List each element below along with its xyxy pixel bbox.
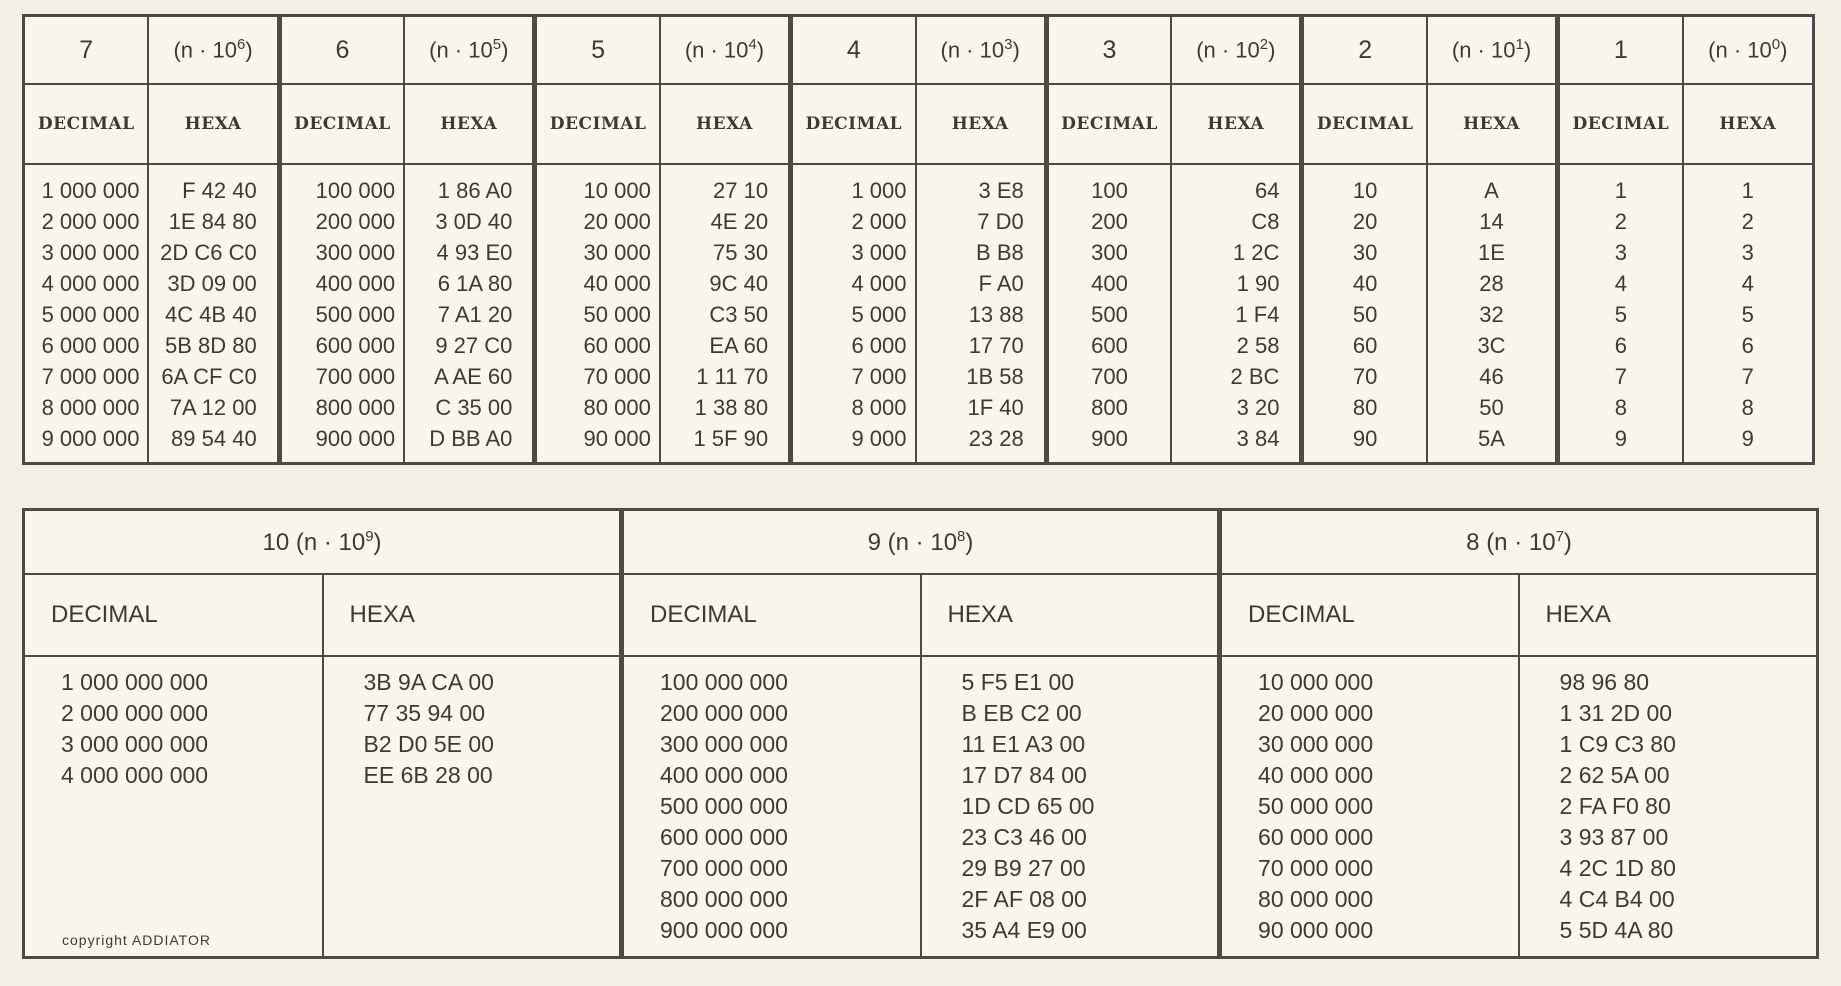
hexa-value: 5 5D 4A 80 <box>1519 915 1818 946</box>
decimal-value <box>24 822 323 853</box>
hexa-value: B EB C2 00 <box>921 698 1220 729</box>
power-exponent: 4 <box>748 36 757 54</box>
hexa-value: 32 <box>1427 299 1558 330</box>
decimal-value: 200 000 <box>279 206 404 237</box>
hexa-value: 6 <box>1683 330 1814 361</box>
decimal-value: 200 000 000 <box>622 698 921 729</box>
decimal-value: 60 000 <box>535 330 660 361</box>
hexa-value: 6A CF C0 <box>148 361 279 392</box>
decimal-value: 70 000 000 <box>1220 853 1519 884</box>
hexa-value: F A0 <box>916 268 1047 299</box>
hexa-value: 5 F5 E1 00 <box>921 656 1220 698</box>
decimal-value: 4 000 <box>791 268 916 299</box>
decimal-value: 5 <box>1558 299 1683 330</box>
decimal-value: 900 000 000 <box>622 915 921 946</box>
decimal-value: 3 000 000 000 <box>61 731 209 757</box>
decimal-value: 4 000 000 000 <box>61 762 209 788</box>
group-title: 10 $(n \cdot 10^9)$ <box>24 510 622 575</box>
hexa-value: 9 27 C0 <box>404 330 535 361</box>
decimal-column-label: DECIMAL <box>279 84 404 164</box>
position-digit: 1 <box>1558 16 1683 85</box>
table-row <box>24 330 1814 361</box>
decimal-value: 9 000 <box>791 423 916 464</box>
hexa-value: 2D C6 C0 <box>148 237 279 268</box>
hexa-value: 3D 09 00 <box>148 268 279 299</box>
table-row <box>24 299 1814 330</box>
decimal-value: 400 <box>1046 268 1171 299</box>
hexa-value: 2F AF 08 00 <box>921 884 1220 915</box>
hexa-value: 1F 40 <box>916 392 1047 423</box>
hexa-value: 1 38 80 <box>660 392 791 423</box>
decimal-value: 600 000 000 <box>622 822 921 853</box>
hexa-value: 2 <box>1683 206 1814 237</box>
hexa-value: 50 <box>1427 392 1558 423</box>
table-row <box>24 853 1818 884</box>
decimal-value: 300 000 000 <box>622 729 921 760</box>
decimal-value: 10 <box>1302 164 1427 206</box>
decimal-value: 30 000 000 <box>1220 729 1519 760</box>
decimal-value: 2 000 000 <box>41 209 140 234</box>
hexa-value: 1D CD 65 00 <box>921 791 1220 822</box>
power-exponent: 3 <box>1004 36 1013 54</box>
hexa-value: 3C <box>1427 330 1558 361</box>
decimal-value: 70 <box>1302 361 1427 392</box>
decimal-value: 700 <box>1046 361 1171 392</box>
hexa-value: 4 2C 1D 80 <box>1519 853 1818 884</box>
table-row <box>24 915 1818 946</box>
hexa-value: 29 B9 27 00 <box>921 853 1220 884</box>
position-digit: 4 <box>791 16 916 85</box>
decimal-value: 7 <box>1558 361 1683 392</box>
decimal-value: 6 <box>1558 330 1683 361</box>
decimal-value: 1 000 000 000 <box>61 669 209 695</box>
hexa-value: 5B 8D 80 <box>148 330 279 361</box>
hexa-value: 7A 12 00 <box>148 392 279 423</box>
power-of-ten-label: $(n \cdot 10^1)$ <box>1427 16 1558 85</box>
decimal-value: 3 000 <box>791 237 916 268</box>
hexa-value: 23 C3 46 00 <box>921 822 1220 853</box>
decimal-value: 8 <box>1558 392 1683 423</box>
decimal-value: 600 000 <box>279 330 404 361</box>
decimal-value: 8 000 <box>791 392 916 423</box>
power-of-ten-label: $(n \cdot 10^3)$ <box>916 16 1047 85</box>
hexa-value: C8 <box>1171 206 1302 237</box>
hexa-value: 1B 58 <box>916 361 1047 392</box>
hexa-value: 5 <box>1683 299 1814 330</box>
hexa-value: F 42 40 <box>148 164 279 206</box>
decimal-value: 500 000 000 <box>622 791 921 822</box>
hexa-value: 17 70 <box>916 330 1047 361</box>
hexa-column-label: HEXA <box>1171 84 1302 164</box>
hexa-value: 1 11 70 <box>660 361 791 392</box>
hexa-value: 89 54 40 <box>148 423 279 464</box>
decimal-column-label: DECIMAL <box>1302 84 1427 164</box>
table-row <box>24 791 1818 822</box>
decimal-value: 30 000 <box>535 237 660 268</box>
decimal-value: 7 000 000 <box>41 364 140 389</box>
decimal-value: 4 <box>1558 268 1683 299</box>
hexa-value <box>323 791 622 822</box>
decimal-value: 3 000 000 <box>41 240 140 265</box>
hexa-value: 46 <box>1427 361 1558 392</box>
table-row <box>24 392 1814 423</box>
hexa-value: 1 F4 <box>1171 299 1302 330</box>
hexa-value: 98 96 80 <box>1519 656 1818 698</box>
hexa-value: 14 <box>1427 206 1558 237</box>
hexa-value: 5A <box>1427 423 1558 464</box>
decimal-value: 500 000 <box>279 299 404 330</box>
decimal-value: 5 000 <box>791 299 916 330</box>
decimal-value: 2 <box>1558 206 1683 237</box>
hexa-value: 3 <box>1683 237 1814 268</box>
table-row <box>24 206 1814 237</box>
hexa-column-label: HEXA <box>1683 84 1814 164</box>
decimal-value: 9 000 000 <box>41 426 140 451</box>
decimal-value: 7 000 <box>791 361 916 392</box>
hexa-value: 3 E8 <box>916 164 1047 206</box>
decimal-value: 6 000 <box>791 330 916 361</box>
hexa-value: 2 FA F0 80 <box>1519 791 1818 822</box>
hexa-value: 3 20 <box>1171 392 1302 423</box>
hexa-value: 3 0D 40 <box>404 206 535 237</box>
group-title: 9 $(n \cdot 10^8)$ <box>622 510 1220 575</box>
hexa-value: 2 58 <box>1171 330 1302 361</box>
position-digit: 6 <box>279 16 404 85</box>
decimal-value: 60 <box>1302 330 1427 361</box>
hexa-value: 23 28 <box>916 423 1047 464</box>
hexa-value: 77 35 94 00 <box>323 698 622 729</box>
decimal-value: 50 000 <box>535 299 660 330</box>
hexa-column-label: HEXA <box>1427 84 1558 164</box>
decimal-value: 900 000 <box>279 423 404 464</box>
decimal-value: 8 000 000 <box>41 395 140 420</box>
decimal-value: 1 <box>1558 164 1683 206</box>
copyright-notice: copyright ADDIATOR <box>62 932 211 948</box>
hexa-value: 3 84 <box>1171 423 1302 464</box>
hexa-value: 7 D0 <box>916 206 1047 237</box>
hexa-value: 8 <box>1683 392 1814 423</box>
decimal-column-label: DECIMAL <box>622 574 921 656</box>
hexa-value: 4E 20 <box>660 206 791 237</box>
hexa-value: 1 90 <box>1171 268 1302 299</box>
decimal-value: 1 000 <box>791 164 916 206</box>
decimal-value: 20 000 000 <box>1220 698 1519 729</box>
power-of-ten-label: $(n \cdot 10^2)$ <box>1171 16 1302 85</box>
decimal-column-label: DECIMAL <box>24 84 149 164</box>
hexa-value: A AE 60 <box>404 361 535 392</box>
hexa-value: 64 <box>1171 164 1302 206</box>
decimal-value: 100 000 <box>279 164 404 206</box>
hexa-value: 27 10 <box>660 164 791 206</box>
decimal-value: 60 000 000 <box>1220 822 1519 853</box>
decimal-value <box>24 791 323 822</box>
hexa-value: 1E <box>1427 237 1558 268</box>
hexa-value: 17 D7 84 00 <box>921 760 1220 791</box>
table-row <box>24 268 1814 299</box>
hexa-value: 75 30 <box>660 237 791 268</box>
empty-cell <box>622 946 921 958</box>
hexa-value: 6 1A 80 <box>404 268 535 299</box>
table-row <box>24 164 1814 206</box>
decimal-value: 700 000 000 <box>622 853 921 884</box>
decimal-value: 3 <box>1558 237 1683 268</box>
decimal-value: 4 000 000 <box>41 271 140 296</box>
power-exponent: 1 <box>1515 36 1524 54</box>
hexa-column-label: HEXA <box>921 574 1220 656</box>
decimal-value: 9 <box>1558 423 1683 464</box>
power-exponent: 8 <box>957 527 966 545</box>
hexa-column-label: HEXA <box>404 84 535 164</box>
decimal-value: 800 <box>1046 392 1171 423</box>
decimal-column-label: DECIMAL <box>1046 84 1171 164</box>
decimal-value: 50 000 000 <box>1220 791 1519 822</box>
decimal-value: 10 000 000 <box>1220 656 1519 698</box>
table-row <box>24 656 1818 698</box>
hexa-value: 4 C4 B4 00 <box>1519 884 1818 915</box>
decimal-value: 100 000 000 <box>622 656 921 698</box>
decimal-value: 40 <box>1302 268 1427 299</box>
group-title: 8 $(n \cdot 10^7)$ <box>1220 510 1818 575</box>
group-header-row <box>24 510 1818 575</box>
empty-cell <box>1519 946 1818 958</box>
hexa-value: 3B 9A CA 00 <box>323 656 622 698</box>
hexa-value: 1 2C <box>1171 237 1302 268</box>
decimal-value: 80 000 <box>535 392 660 423</box>
decimal-value: 80 000 000 <box>1220 884 1519 915</box>
hexa-value: 4 93 E0 <box>404 237 535 268</box>
power-exponent: 2 <box>1259 36 1269 54</box>
decimal-value: 50 <box>1302 299 1427 330</box>
hexa-value: 7 <box>1683 361 1814 392</box>
hexa-value: 9C 40 <box>660 268 791 299</box>
decimal-value: 5 000 000 <box>41 302 140 327</box>
decimal-column-label: DECIMAL <box>24 574 323 656</box>
empty-cell <box>921 946 1220 958</box>
hexa-column-label: HEXA <box>660 84 791 164</box>
power-exponent: 7 <box>1555 527 1564 545</box>
power-of-ten-label: $(n \cdot 10^0)$ <box>1683 16 1814 85</box>
decimal-value: 90 000 <box>535 423 660 464</box>
hexa-column-label: HEXA <box>916 84 1047 164</box>
decimal-value: 800 000 <box>279 392 404 423</box>
decimal-value: 900 <box>1046 423 1171 464</box>
power-exponent: 9 <box>365 527 374 545</box>
position-digit: 2 <box>1302 16 1427 85</box>
power-exponent: 5 <box>492 36 502 54</box>
table-row <box>24 884 1818 915</box>
power-exponent: 0 <box>1771 36 1781 54</box>
power-of-ten-label: $(n \cdot 10^6)$ <box>148 16 279 85</box>
decimal-value: 20 000 <box>535 206 660 237</box>
table-filler-row <box>24 946 1818 958</box>
table-row <box>24 423 1814 464</box>
decimal-value: 10 000 <box>535 164 660 206</box>
position-header-row <box>24 16 1814 85</box>
table-row <box>24 237 1814 268</box>
hexa-value: 1 5F 90 <box>660 423 791 464</box>
hexa-column-label: HEXA <box>323 574 622 656</box>
decimal-column-label: DECIMAL <box>1558 84 1683 164</box>
decimal-value: 400 000 <box>279 268 404 299</box>
hexa-value: 1 31 2D 00 <box>1519 698 1818 729</box>
hexa-value: 4C 4B 40 <box>148 299 279 330</box>
hexa-value: 1E 84 80 <box>148 206 279 237</box>
empty-cell <box>323 946 622 958</box>
hexa-value: 35 A4 E9 00 <box>921 915 1220 946</box>
hexa-value: 1 <box>1683 164 1814 206</box>
decimal-column-label: DECIMAL <box>535 84 660 164</box>
column-label-row <box>24 574 1818 656</box>
decimal-value: 700 000 <box>279 361 404 392</box>
power-of-ten-label: $(n \cdot 10^5)$ <box>404 16 535 85</box>
table-row <box>24 729 1818 760</box>
table-row <box>24 822 1818 853</box>
decimal-value <box>24 884 323 915</box>
hexa-value: 2 62 5A 00 <box>1519 760 1818 791</box>
hexa-value: EE 6B 28 00 <box>323 760 622 791</box>
table-row <box>24 361 1814 392</box>
hexa-value: 2 BC <box>1171 361 1302 392</box>
position-digit: 5 <box>535 16 660 85</box>
hexa-value: D BB A0 <box>404 423 535 464</box>
decimal-value: 80 <box>1302 392 1427 423</box>
decimal-value: 100 <box>1046 164 1171 206</box>
decimal-value: 500 <box>1046 299 1171 330</box>
decimal-value: 70 000 <box>535 361 660 392</box>
power-exponent: 6 <box>237 36 246 54</box>
hexa-value: 7 A1 20 <box>404 299 535 330</box>
decimal-value: 40 000 000 <box>1220 760 1519 791</box>
power-of-ten-label: $(n \cdot 10^4)$ <box>660 16 791 85</box>
decimal-value: 6 000 000 <box>41 333 140 358</box>
decimal-value: 20 <box>1302 206 1427 237</box>
hexa-value: 13 88 <box>916 299 1047 330</box>
decimal-value: 400 000 000 <box>622 760 921 791</box>
hexa-value <box>323 822 622 853</box>
decimal-value: 2 000 <box>791 206 916 237</box>
hexa-value <box>323 853 622 884</box>
hexa-value: A <box>1427 164 1558 206</box>
decimal-value: 2 000 000 000 <box>61 700 209 726</box>
hexa-value: B2 D0 5E 00 <box>323 729 622 760</box>
position-digit: 3 <box>1046 16 1171 85</box>
hexa-value: 11 E1 A3 00 <box>921 729 1220 760</box>
top-conversion-table <box>22 14 1815 465</box>
decimal-value: 30 <box>1302 237 1427 268</box>
decimal-value: 800 000 000 <box>622 884 921 915</box>
decimal-value: 90 000 000 <box>1220 915 1519 946</box>
hexa-value: 3 93 87 00 <box>1519 822 1818 853</box>
table-row <box>24 760 1818 791</box>
hexa-value: 28 <box>1427 268 1558 299</box>
column-label-row <box>24 84 1814 164</box>
table-row <box>24 698 1818 729</box>
hexa-value <box>323 915 622 946</box>
decimal-column-label: DECIMAL <box>1220 574 1519 656</box>
hexa-value: B B8 <box>916 237 1047 268</box>
hexa-value: 1 86 A0 <box>404 164 535 206</box>
hexa-value: EA 60 <box>660 330 791 361</box>
hexa-value: C 35 00 <box>404 392 535 423</box>
hexa-column-label: HEXA <box>1519 574 1818 656</box>
decimal-value: 1 000 000 <box>41 178 140 203</box>
decimal-column-label: DECIMAL <box>791 84 916 164</box>
decimal-value: 40 000 <box>535 268 660 299</box>
hexa-column-label: HEXA <box>148 84 279 164</box>
decimal-value: 300 000 <box>279 237 404 268</box>
decimal-value: 90 <box>1302 423 1427 464</box>
decimal-value <box>24 853 323 884</box>
hexa-value <box>323 884 622 915</box>
bottom-conversion-table <box>22 508 1819 959</box>
hexa-value: C3 50 <box>660 299 791 330</box>
hexa-value: 4 <box>1683 268 1814 299</box>
decimal-value: 200 <box>1046 206 1171 237</box>
hexa-value: 1 C9 C3 80 <box>1519 729 1818 760</box>
decimal-value: 300 <box>1046 237 1171 268</box>
position-digit: 7 <box>24 16 149 85</box>
hexa-value: 9 <box>1683 423 1814 464</box>
empty-cell <box>1220 946 1519 958</box>
decimal-value: 600 <box>1046 330 1171 361</box>
